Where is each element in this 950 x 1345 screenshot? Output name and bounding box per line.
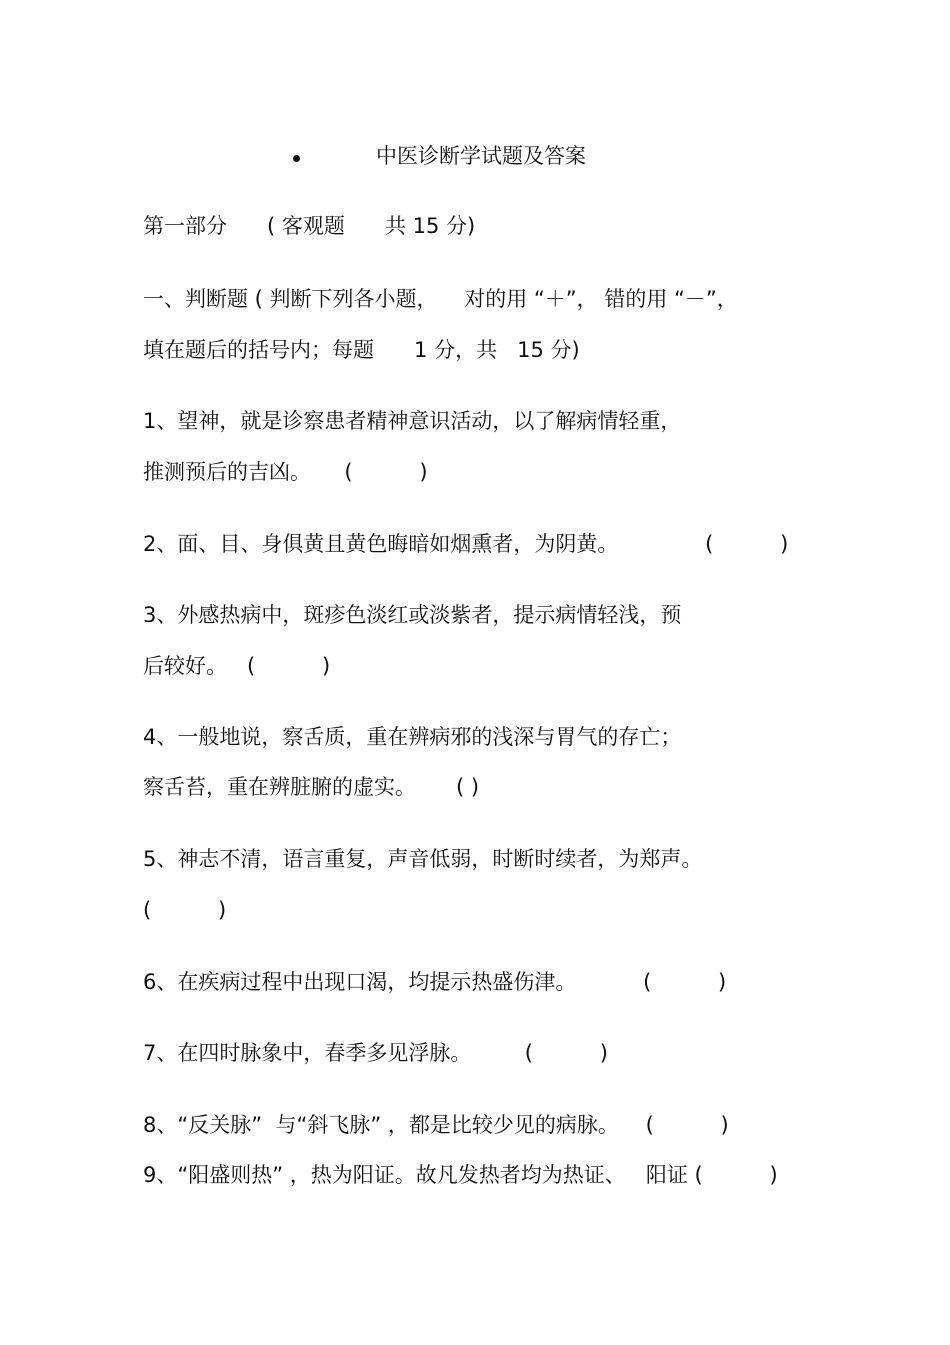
question-2: 2、面、目、身俱黄且黄色晦暗如烟熏者，为阴黄。 ( ) <box>143 532 789 556</box>
question-8: 8、“反关脉” 与“斜飞脉” ，都是比较少见的病脉。 ( ) <box>143 1113 729 1137</box>
bullet-dot <box>293 155 300 162</box>
question-4-line2: 察舌苔，重在辨脏腑的虚实。 ( ) <box>143 775 480 799</box>
question-7: 7、在四时脉象中，春季多见浮脉。 ( ) <box>143 1041 608 1065</box>
question-3-line2: 后较好。 ( ) <box>143 654 331 678</box>
question-5-line1: 5、神志不清，语言重复，声音低弱，时断时续者，为郑声。 <box>143 847 703 871</box>
question-6: 6、在疾病过程中出现口渴，均提示热盛伤津。 ( ) <box>143 970 727 994</box>
question-1-line1: 1、望神，就是诊察患者精神意识活动，以了解病情轻重， <box>143 409 682 433</box>
section-instructions-line2: 填在题后的括号内；每题 1 分，共 15 分) <box>143 338 580 362</box>
question-1-line2: 推测预后的吉凶。 ( ) <box>143 460 428 484</box>
question-5-line2: ( ) <box>143 898 227 922</box>
document-title: 中医诊断学试题及答案 <box>376 144 586 168</box>
part-heading: 第一部分 ( 客观题 共 15 分) <box>143 214 476 238</box>
question-3-line1: 3、外感热病中，斑疹色淡红或淡紫者，提示病情轻浅，预 <box>143 603 682 627</box>
question-9: 9、“阳盛则热” ，热为阳证。故凡发热者均为热证、 阳证 ( ) <box>143 1163 778 1187</box>
question-4-line1: 4、一般地说，察舌质，重在辨病邪的浅深与胃气的存亡； <box>143 725 682 749</box>
section-instructions-line1: 一、判断题 ( 判断下列各小题， 对的用 “＋”， 错的用 “－”， <box>143 287 738 311</box>
